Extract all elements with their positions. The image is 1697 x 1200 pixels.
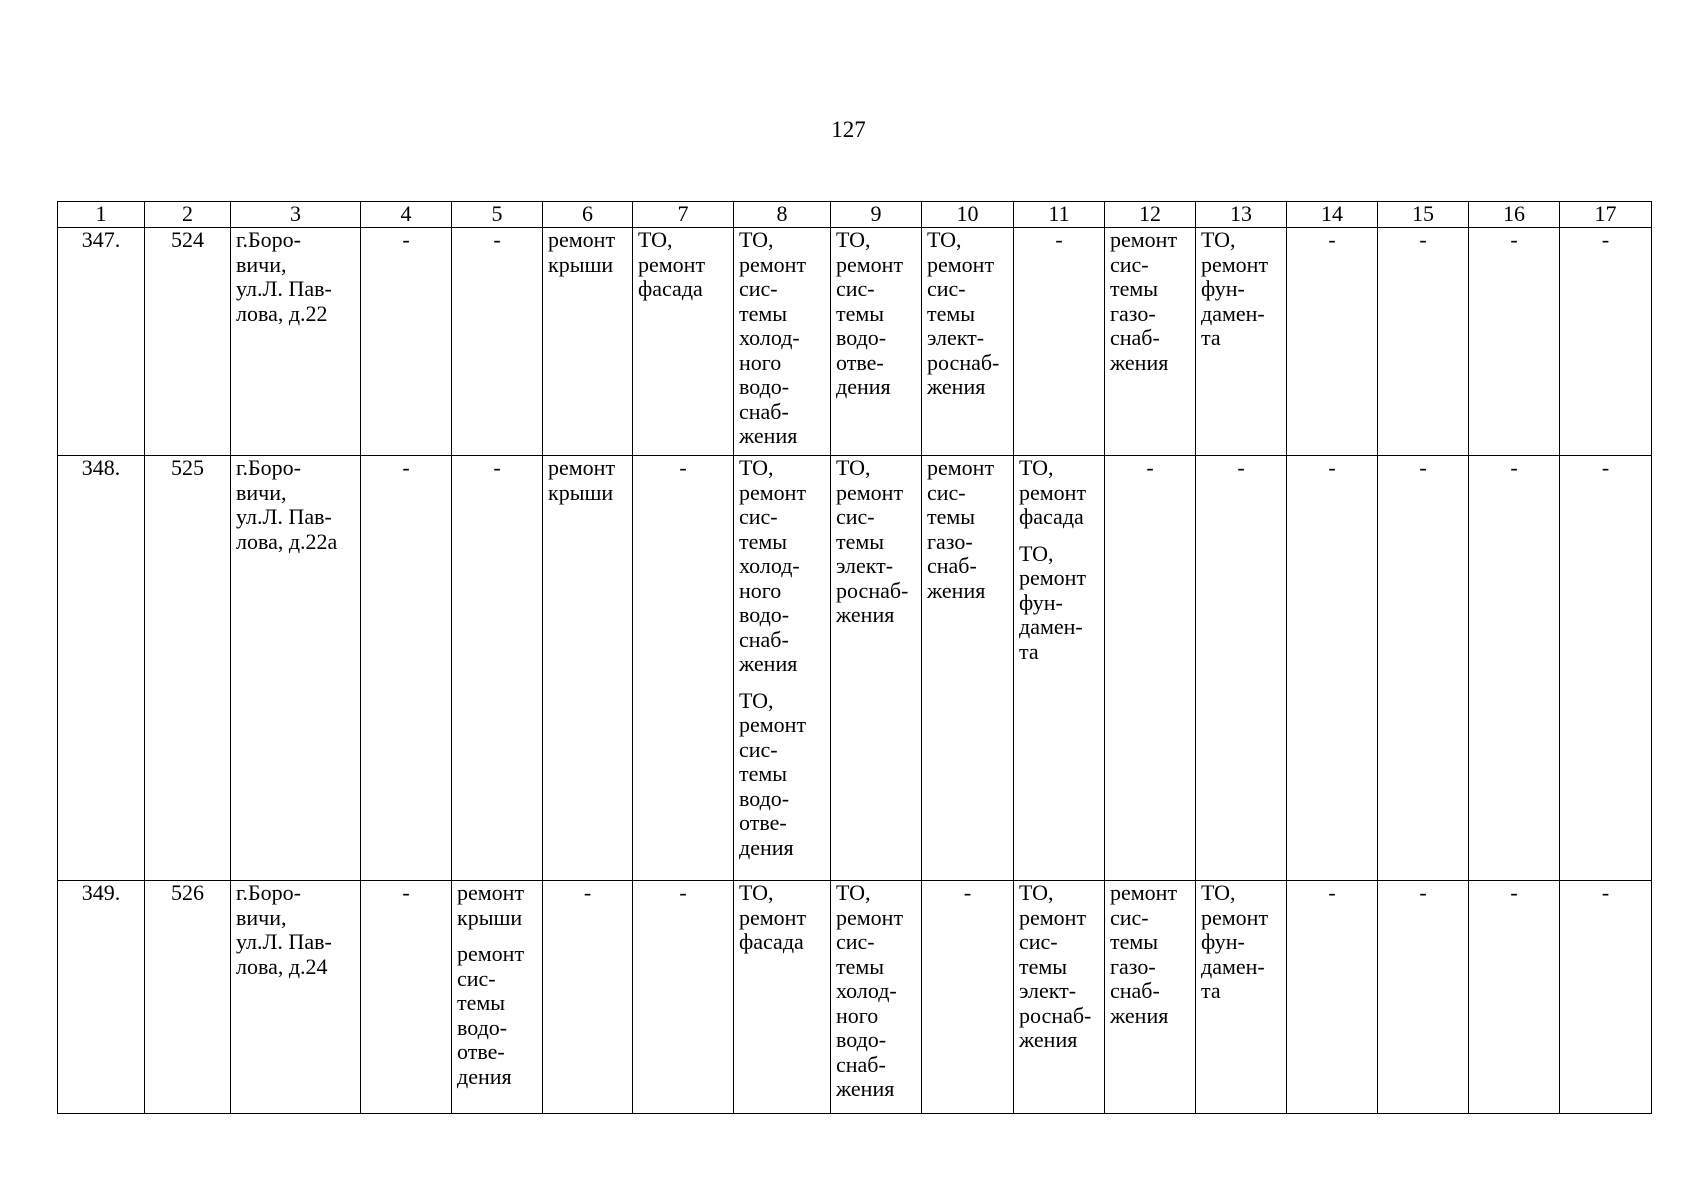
cell-text-line: водо- [836,325,887,350]
cell-text-line: ремонт [836,251,904,277]
cell-entry [1019,228,1099,253]
cell-text-line: сис- [927,479,966,505]
table-cell [58,228,145,456]
table-cell [361,228,452,456]
cell-text-line: фун- [1201,276,1245,301]
cell-entry [1383,881,1463,906]
table-cell [1287,456,1378,881]
cell-entry [927,881,1008,906]
cell-entry [739,456,825,677]
table-cell [1105,228,1196,456]
table-cell [145,456,231,881]
cell-entry [548,456,627,505]
cell-entry [1565,228,1646,253]
table-cell [361,881,452,1114]
cell-entry [1019,456,1099,530]
cell-text-line: - [493,455,501,480]
cell-text-line: дамен- [1201,953,1265,979]
cell-text-line: темы [1110,929,1159,954]
cell-text-line: ремонт [1019,479,1087,505]
cell-entry [638,228,728,302]
cell-text-line: газо- [1110,953,1156,979]
cell-text-line: 526 [171,880,204,905]
cell-text-line: водо- [836,1027,887,1052]
cell-entry [236,228,355,326]
cell-text-line: ТО, [1201,880,1236,905]
cell-text-line: - [1510,227,1518,252]
cell-entry [1292,228,1372,253]
cell-entry [1110,881,1190,1028]
cell-text-line: темы [836,953,885,979]
table-cell [1560,456,1652,881]
cell-entry [739,881,825,955]
cell-text-line: ремонт [457,880,525,905]
cell-entry [366,456,446,481]
cell-text-line: ремонт [1110,227,1178,252]
table-cell [231,228,361,456]
cell-text-line: ремонт [739,904,807,930]
cell-entry [1019,881,1099,1053]
table-cell [1287,228,1378,456]
table-cell [452,456,543,881]
cell-text-line: элект- [927,325,985,350]
cell-text-line: - [402,880,410,905]
cell-entry [927,456,1008,603]
cell-text-line: - [402,455,410,480]
cell-text-line: темы [836,300,885,326]
column-number: 3 [231,202,361,228]
cell-text-line: ного [739,349,782,375]
cell-text-line: ТО, [1019,540,1054,566]
cell-text-line: ремонт [739,479,807,505]
cell-text-line: дения [739,834,794,860]
cell-entry [739,689,825,861]
cell-text-line: газо- [927,528,973,554]
cell-text-line: сис- [739,736,778,762]
table-cell [1560,228,1652,456]
table-cell [734,456,831,881]
cell-text-line: элект- [836,553,894,578]
cell-text-line: холод- [739,325,800,350]
cell-text-line: 525 [171,455,204,480]
table-cell [922,881,1014,1114]
cell-entry [927,228,1008,400]
cell-text-line: ТО, [1019,880,1054,905]
cell-text-line: жения [1110,1002,1169,1028]
cell-text-line: 349. [81,880,121,905]
cell-text-line: сис- [927,276,966,301]
cell-text-line: ТО, [739,227,774,252]
repair-schedule-table [57,201,1652,1114]
cell-text-line: 347. [81,227,121,252]
cell-text-line: 348. [81,455,121,480]
column-number: 13 [1196,202,1287,228]
cell-entry [63,456,139,481]
cell-entry [1474,881,1554,906]
cell-text-line: ремонт [739,712,807,737]
cell-text-line: сис- [739,276,778,301]
column-number: 11 [1014,202,1105,228]
cell-entry [63,228,139,253]
table-cell [633,881,734,1114]
cell-text-line: снаб- [739,398,789,424]
cell-text-line: крыши [548,251,614,277]
column-number: 7 [633,202,734,228]
cell-text-line: - [1510,455,1518,480]
table-cell [1105,881,1196,1114]
table-row [58,881,1652,1114]
cell-text-line: ремонт [638,251,706,277]
cell-text-line: лова, д.22а [236,528,338,554]
cell-text-line: ного [739,577,782,603]
cell-entry [1201,228,1281,351]
cell-text-line: ремонт [457,941,525,966]
cell-text-line: - [679,880,687,905]
cell-text-line: ТО, [836,227,871,252]
table-cell [1196,456,1287,881]
cell-entry [1383,228,1463,253]
table-cell [1014,456,1105,881]
cell-entry [1565,456,1646,481]
cell-text-line: жения [836,602,895,627]
cell-entry [1292,456,1372,481]
cell-text-line: дамен- [1019,614,1083,639]
table-cell [145,881,231,1114]
cell-entry [457,881,537,930]
cell-text-line: вичи, [236,904,287,930]
cell-text-line: ремонт [548,227,616,252]
table-cell [633,228,734,456]
cell-text-line: ремонт [739,251,807,277]
cell-text-line: сис- [836,504,875,529]
cell-text-line: - [963,880,972,905]
cell-entry [1383,456,1463,481]
cell-text-line: - [1601,455,1610,480]
table-cell [231,456,361,881]
table-cell [1196,228,1287,456]
table-cell [543,881,633,1114]
cell-text-line: ремонт [1201,904,1269,930]
cell-text-line: роснаб- [836,577,909,603]
cell-text-line: ремонт [927,455,995,480]
cell-text-line: дамен- [1201,300,1265,326]
cell-text-line: ремонт [836,904,904,930]
cell-text-line: ремонт [836,479,904,505]
page-number: 127 [831,117,866,142]
cell-text-line: крыши [548,479,614,505]
cell-entry [457,228,537,253]
column-number: 10 [922,202,1014,228]
table-cell [231,881,361,1114]
cell-text-line: - [1328,227,1336,252]
table-cell [734,881,831,1114]
cell-text-line: ТО, [638,227,673,252]
table-cell [1378,456,1469,881]
cell-text-line: жения [927,374,986,399]
cell-entry [1201,881,1281,1004]
cell-text-line: водо- [739,785,790,811]
table-cell [58,456,145,881]
cell-text-line: роснаб- [927,349,1000,375]
cell-text-line: - [583,880,592,905]
cell-entry [739,228,825,449]
column-number: 4 [361,202,452,228]
cell-text-line: та [1019,638,1039,664]
cell-text-line: роснаб- [1019,1002,1092,1028]
cell-text-line: крыши [457,904,523,930]
cell-text-line: лова, д.22 [236,300,328,326]
cell-text-line: - [493,227,501,252]
cell-text-line: отве- [739,810,787,835]
table-cell [1014,881,1105,1114]
column-number-header [58,202,1652,228]
cell-entry [638,456,728,481]
cell-text-line: - [1328,880,1336,905]
cell-text-line: холод- [836,978,897,1003]
cell-entry [836,228,916,400]
cell-text-line: темы [739,528,788,554]
cell-text-line: снаб- [836,1051,886,1077]
table-row [58,456,1652,881]
cell-text-line: - [1510,880,1518,905]
cell-text-line: та [1201,325,1221,350]
cell-text-line: темы [1110,276,1159,301]
cell-text-line: - [679,455,687,480]
cell-text-line: г.Боро- [236,880,302,905]
cell-text-line: - [1419,880,1427,905]
cell-text-line: ТО, [739,687,774,713]
cell-text-line: - [1146,455,1154,480]
table-cell [1378,881,1469,1114]
cell-text-line: - [1601,880,1610,905]
cell-text-line: - [1601,227,1610,252]
column-number: 2 [145,202,231,228]
cell-text-line: жения [836,1076,895,1101]
cell-entry [1110,456,1190,481]
table-cell [1014,228,1105,456]
cell-text-line: снаб- [1110,978,1160,1003]
cell-text-line: фун- [1201,929,1245,954]
cell-entry [457,456,537,481]
cell-text-line: жения [927,577,986,603]
cell-text-line: ремонт [1110,880,1178,905]
cell-text-line: водо- [739,374,790,399]
cell-text-line: ул.Л. Пав- [236,929,332,954]
column-number: 9 [831,202,922,228]
cell-text-line: водо- [739,602,790,627]
table-cell [543,228,633,456]
cell-entry [1474,456,1554,481]
table-cell [831,881,922,1114]
table-cell [1469,228,1560,456]
column-number: 12 [1105,202,1196,228]
cell-text-line: г.Боро- [236,455,302,480]
cell-text-line: - [402,227,410,252]
cell-text-line: отве- [457,1039,505,1064]
cell-entry [548,228,627,277]
cell-text-line: дения [836,374,891,399]
cell-text-line: - [1055,227,1063,252]
cell-text-line: та [1201,978,1221,1003]
cell-text-line: - [1419,455,1427,480]
cell-text-line: - [1237,455,1245,480]
cell-text-line: фасада [739,929,804,954]
cell-entry [150,228,225,253]
table-cell [543,456,633,881]
table-cell [831,456,922,881]
table-cell [58,881,145,1114]
cell-text-line: водо- [457,1014,508,1040]
cell-text-line: сис- [836,929,875,954]
cell-text-line: фасада [1019,504,1084,529]
cell-entry [236,456,355,554]
cell-text-line: ремонт [1019,904,1087,930]
cell-text-line: г.Боро- [236,227,302,252]
cell-text-line: отве- [836,349,884,375]
cell-text-line: ремонт [1201,251,1269,277]
column-number: 8 [734,202,831,228]
cell-text-line: сис- [739,504,778,529]
table-cell [361,456,452,881]
table-cell [1469,456,1560,881]
cell-entry [366,881,446,906]
cell-text-line: ремонт [548,455,616,480]
cell-text-line: сис- [457,965,496,991]
cell-entry [150,881,225,906]
cell-entry [1201,456,1281,481]
cell-text-line: газо- [1110,300,1156,326]
table-cell [1469,881,1560,1114]
cell-text-line: ТО, [836,455,871,480]
cell-text-line: лова, д.24 [236,953,328,979]
cell-text-line: сис- [836,276,875,301]
cell-text-line: темы [927,300,976,326]
cell-entry [366,228,446,253]
cell-text-line: жения [739,651,798,676]
cell-text-line: темы [836,528,885,554]
table-cell [922,456,1014,881]
cell-entry [236,881,355,979]
cell-text-line: жения [1110,349,1169,375]
cell-text-line: фун- [1019,589,1063,615]
cell-text-line: ремонт [927,251,995,277]
cell-entry [1292,881,1372,906]
cell-text-line: ного [836,1002,879,1028]
cell-text-line: вичи, [236,251,287,277]
column-number: 16 [1469,202,1560,228]
cell-entry [150,456,225,481]
cell-text-line: ТО, [739,880,774,905]
table-cell [831,228,922,456]
cell-entry [1565,881,1646,906]
cell-text-line: темы [739,300,788,326]
column-number: 1 [58,202,145,228]
cell-text-line: темы [927,504,976,529]
cell-text-line: снаб- [927,553,977,578]
cell-text-line: жения [1019,1027,1078,1052]
column-number: 5 [452,202,543,228]
table-body [58,228,1652,1114]
cell-entry [836,881,916,1102]
cell-entry [548,881,627,906]
column-number: 6 [543,202,633,228]
cell-text-line: ТО, [927,227,962,252]
table-cell [452,881,543,1114]
column-number: 17 [1560,202,1652,228]
table-cell [145,228,231,456]
cell-entry [457,942,537,1089]
cell-text-line: холод- [739,553,800,578]
cell-text-line: снаб- [739,626,789,652]
table-cell [1287,881,1378,1114]
table-cell [452,228,543,456]
table-cell [633,456,734,881]
table-cell [1105,456,1196,881]
cell-text-line: - [1328,455,1336,480]
cell-text-line: - [1419,227,1427,252]
cell-entry [63,881,139,906]
cell-text-line: ул.Л. Пав- [236,276,332,301]
cell-text-line: ТО, [1201,227,1236,252]
cell-entry [1110,228,1190,375]
column-number: 14 [1287,202,1378,228]
cell-text-line: сис- [1019,929,1058,954]
cell-text-line: ремонт [1019,565,1087,590]
cell-text-line: темы [1019,953,1068,979]
table-cell [734,228,831,456]
cell-text-line: дения [457,1063,512,1089]
cell-text-line: ТО, [1019,455,1054,480]
table-row [58,228,1652,456]
table-cell [1378,228,1469,456]
cell-entry [1019,542,1099,665]
cell-text-line: ТО, [836,880,871,905]
cell-text-line: темы [457,990,506,1015]
cell-text-line: снаб- [1110,325,1160,350]
cell-text-line: жения [739,423,798,448]
cell-text-line: темы [739,761,788,786]
cell-text-line: ул.Л. Пав- [236,504,332,529]
table-cell [1560,881,1652,1114]
column-number: 15 [1378,202,1469,228]
cell-text-line: фасада [638,276,703,301]
cell-entry [836,456,916,628]
cell-text-line: вичи, [236,479,287,505]
cell-text-line: ТО, [739,455,774,480]
cell-entry [638,881,728,906]
table-cell [922,228,1014,456]
cell-text-line: сис- [1110,251,1149,277]
table-cell [1196,881,1287,1114]
cell-text-line: сис- [1110,904,1149,930]
cell-text-line: 524 [171,227,204,252]
cell-text-line: элект- [1019,978,1077,1003]
cell-entry [1474,228,1554,253]
